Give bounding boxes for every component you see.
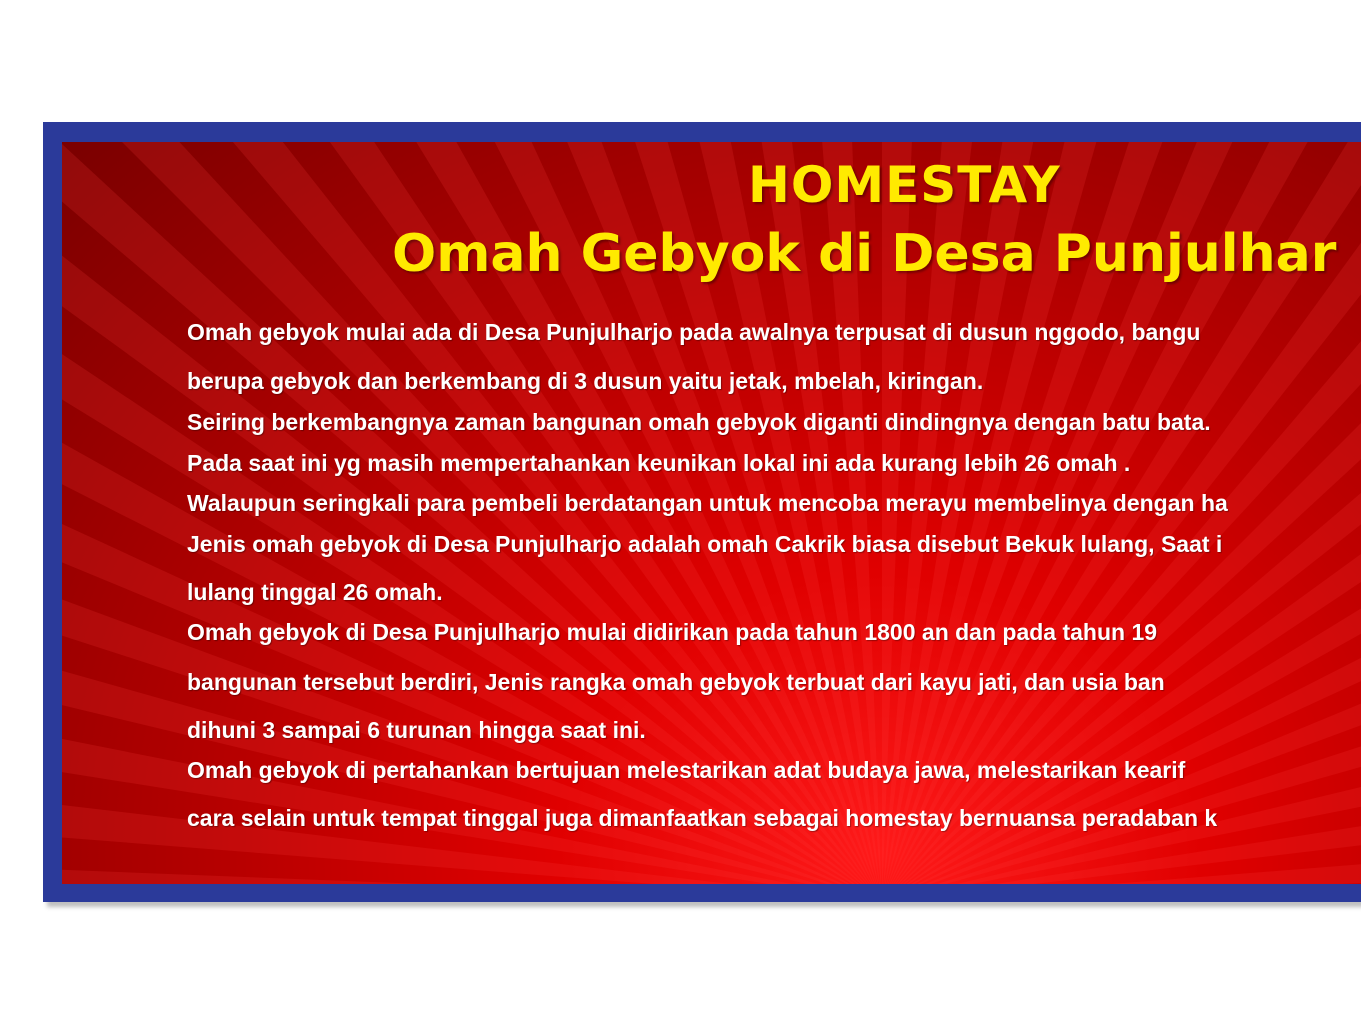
body-line-3: Seiring berkembangnya zaman bangunan omah gebyok diganti dindingnya dengan batu bata. bbox=[187, 409, 1211, 435]
body-line-5: Walaupun seringkali para pembeli berdatangan untuk mencoba merayu membelinya dengan ha bbox=[187, 490, 1228, 516]
banner-body bbox=[187, 315, 1361, 835]
body-line-1: Omah gebyok mulai ada di Desa Punjulharjo pada awalnya terpusat di dusun nggodo, bangu bbox=[187, 319, 1201, 345]
body-line-10: dihuni 3 sampai 6 turunan hingga saat ini. bbox=[187, 717, 646, 743]
body-line-4: Pada saat ini yg masih mempertahankan keunikan lokal ini ada kurang lebih 26 omah . bbox=[187, 450, 1131, 476]
body-line-8: Omah gebyok di Desa Punjulharjo mulai didirikan pada tahun 1800 an dan pada tahun 19 bbox=[187, 619, 1158, 645]
body-line-2: berupa gebyok dan berkembang di 3 dusun yaitu jetak, mbelah, kiringan. bbox=[187, 368, 984, 394]
banner-subtitle: Omah Gebyok di Desa Punjulhar bbox=[392, 224, 1337, 284]
body-line-11: Omah gebyok di pertahankan bertujuan melestarikan adat budaya jawa, melestarikan kearif bbox=[187, 757, 1186, 783]
banner-title: HOMESTAY bbox=[748, 156, 1061, 214]
body-line-12: cara selain untuk tempat tinggal juga dimanfaatkan sebagai homestay bernuansa peradaban k bbox=[187, 805, 1218, 831]
body-line-7: lulang tinggal 26 omah. bbox=[187, 579, 443, 605]
body-line-9: bangunan tersebut berdiri, Jenis rangka omah gebyok terbuat dari kayu jati, dan usia ban bbox=[187, 669, 1165, 695]
body-line-6: Jenis omah gebyok di Desa Punjulharjo adalah omah Cakrik biasa disebut Bekuk lulang, Saat i bbox=[187, 531, 1223, 557]
